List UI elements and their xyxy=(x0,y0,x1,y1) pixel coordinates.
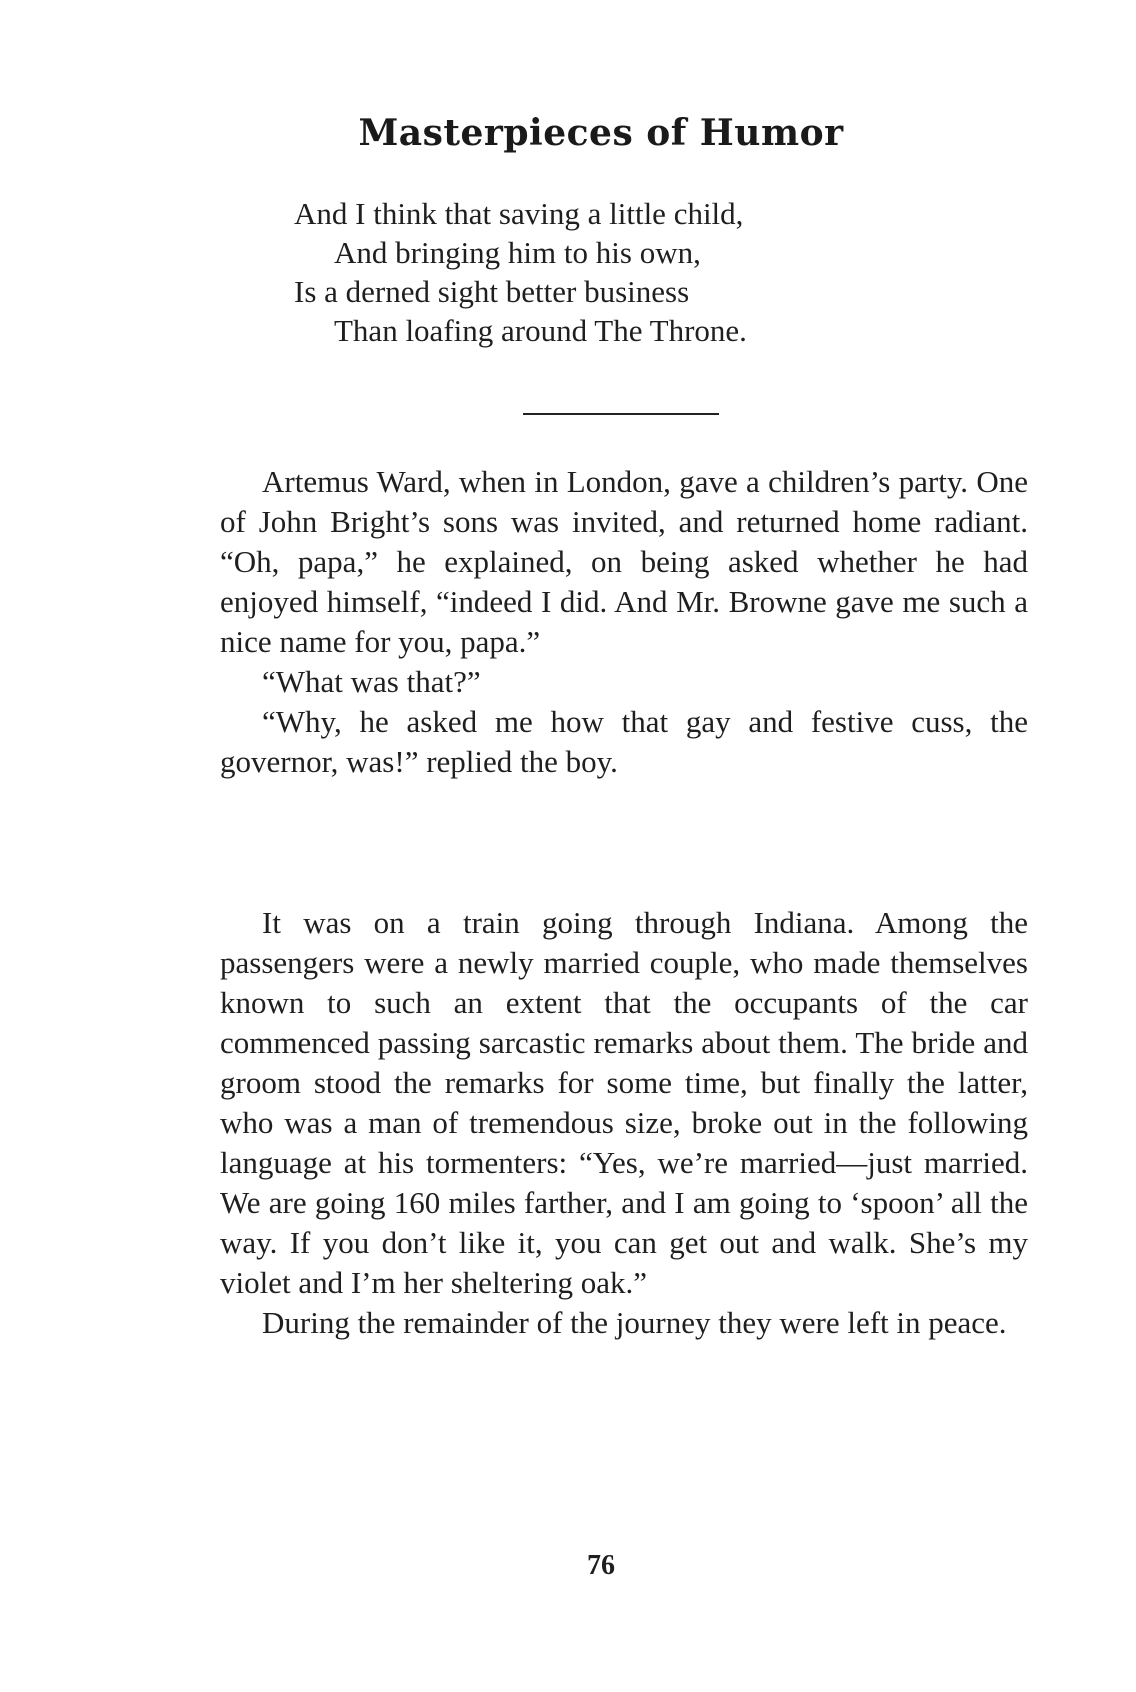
paragraph: It was on a train going through Indiana. Among the passengers were a newly married couple, who made themselves known to such an extent that the occupants of the car commenced passing sarcastic remarks about them. The bride and groom stood the remarks for some time, but finally the latter, who was a man of tremendous size, broke out in the following language at his tormenters: “Yes, we’re married—just married. We are going 160 miles farther, and I am going to ‘spoon’ all the way. If you don’t like it, you can get out and walk. She’s my violet and I’m her sheltering oak.” xyxy=(220,905,1028,1300)
verse-line: And bringing him to his own, xyxy=(334,235,701,270)
anecdote-artemus-ward xyxy=(220,462,1028,782)
verse-line: Is a derned sight better business xyxy=(294,274,690,309)
paragraph: During the remainder of the journey they were left in peace. xyxy=(262,1305,1007,1340)
running-head: Masterpieces of Humor xyxy=(358,112,844,154)
anecdote-indiana-train xyxy=(220,903,1028,1343)
verse-line: Than loafing around The Throne. xyxy=(334,313,747,348)
verse-stanza xyxy=(294,194,934,350)
verse-line: And I think that saving a little child, xyxy=(294,196,744,231)
paragraph: “Why, he asked me how that gay and festive cuss, the governor, was!” replied the boy. xyxy=(220,704,1028,779)
paragraph: “What was that?” xyxy=(262,664,481,699)
paragraph: Artemus Ward, when in London, gave a children’s party. One of John Bright’s sons was invited, and returned home radiant. “Oh, papa,” he explained, on being asked whether he had enjoyed himself, “indeed I did. And Mr. Browne gave me such a nice name for you, papa.” xyxy=(220,464,1028,659)
page-number: 76 xyxy=(587,1550,615,1581)
section-divider xyxy=(523,413,719,415)
